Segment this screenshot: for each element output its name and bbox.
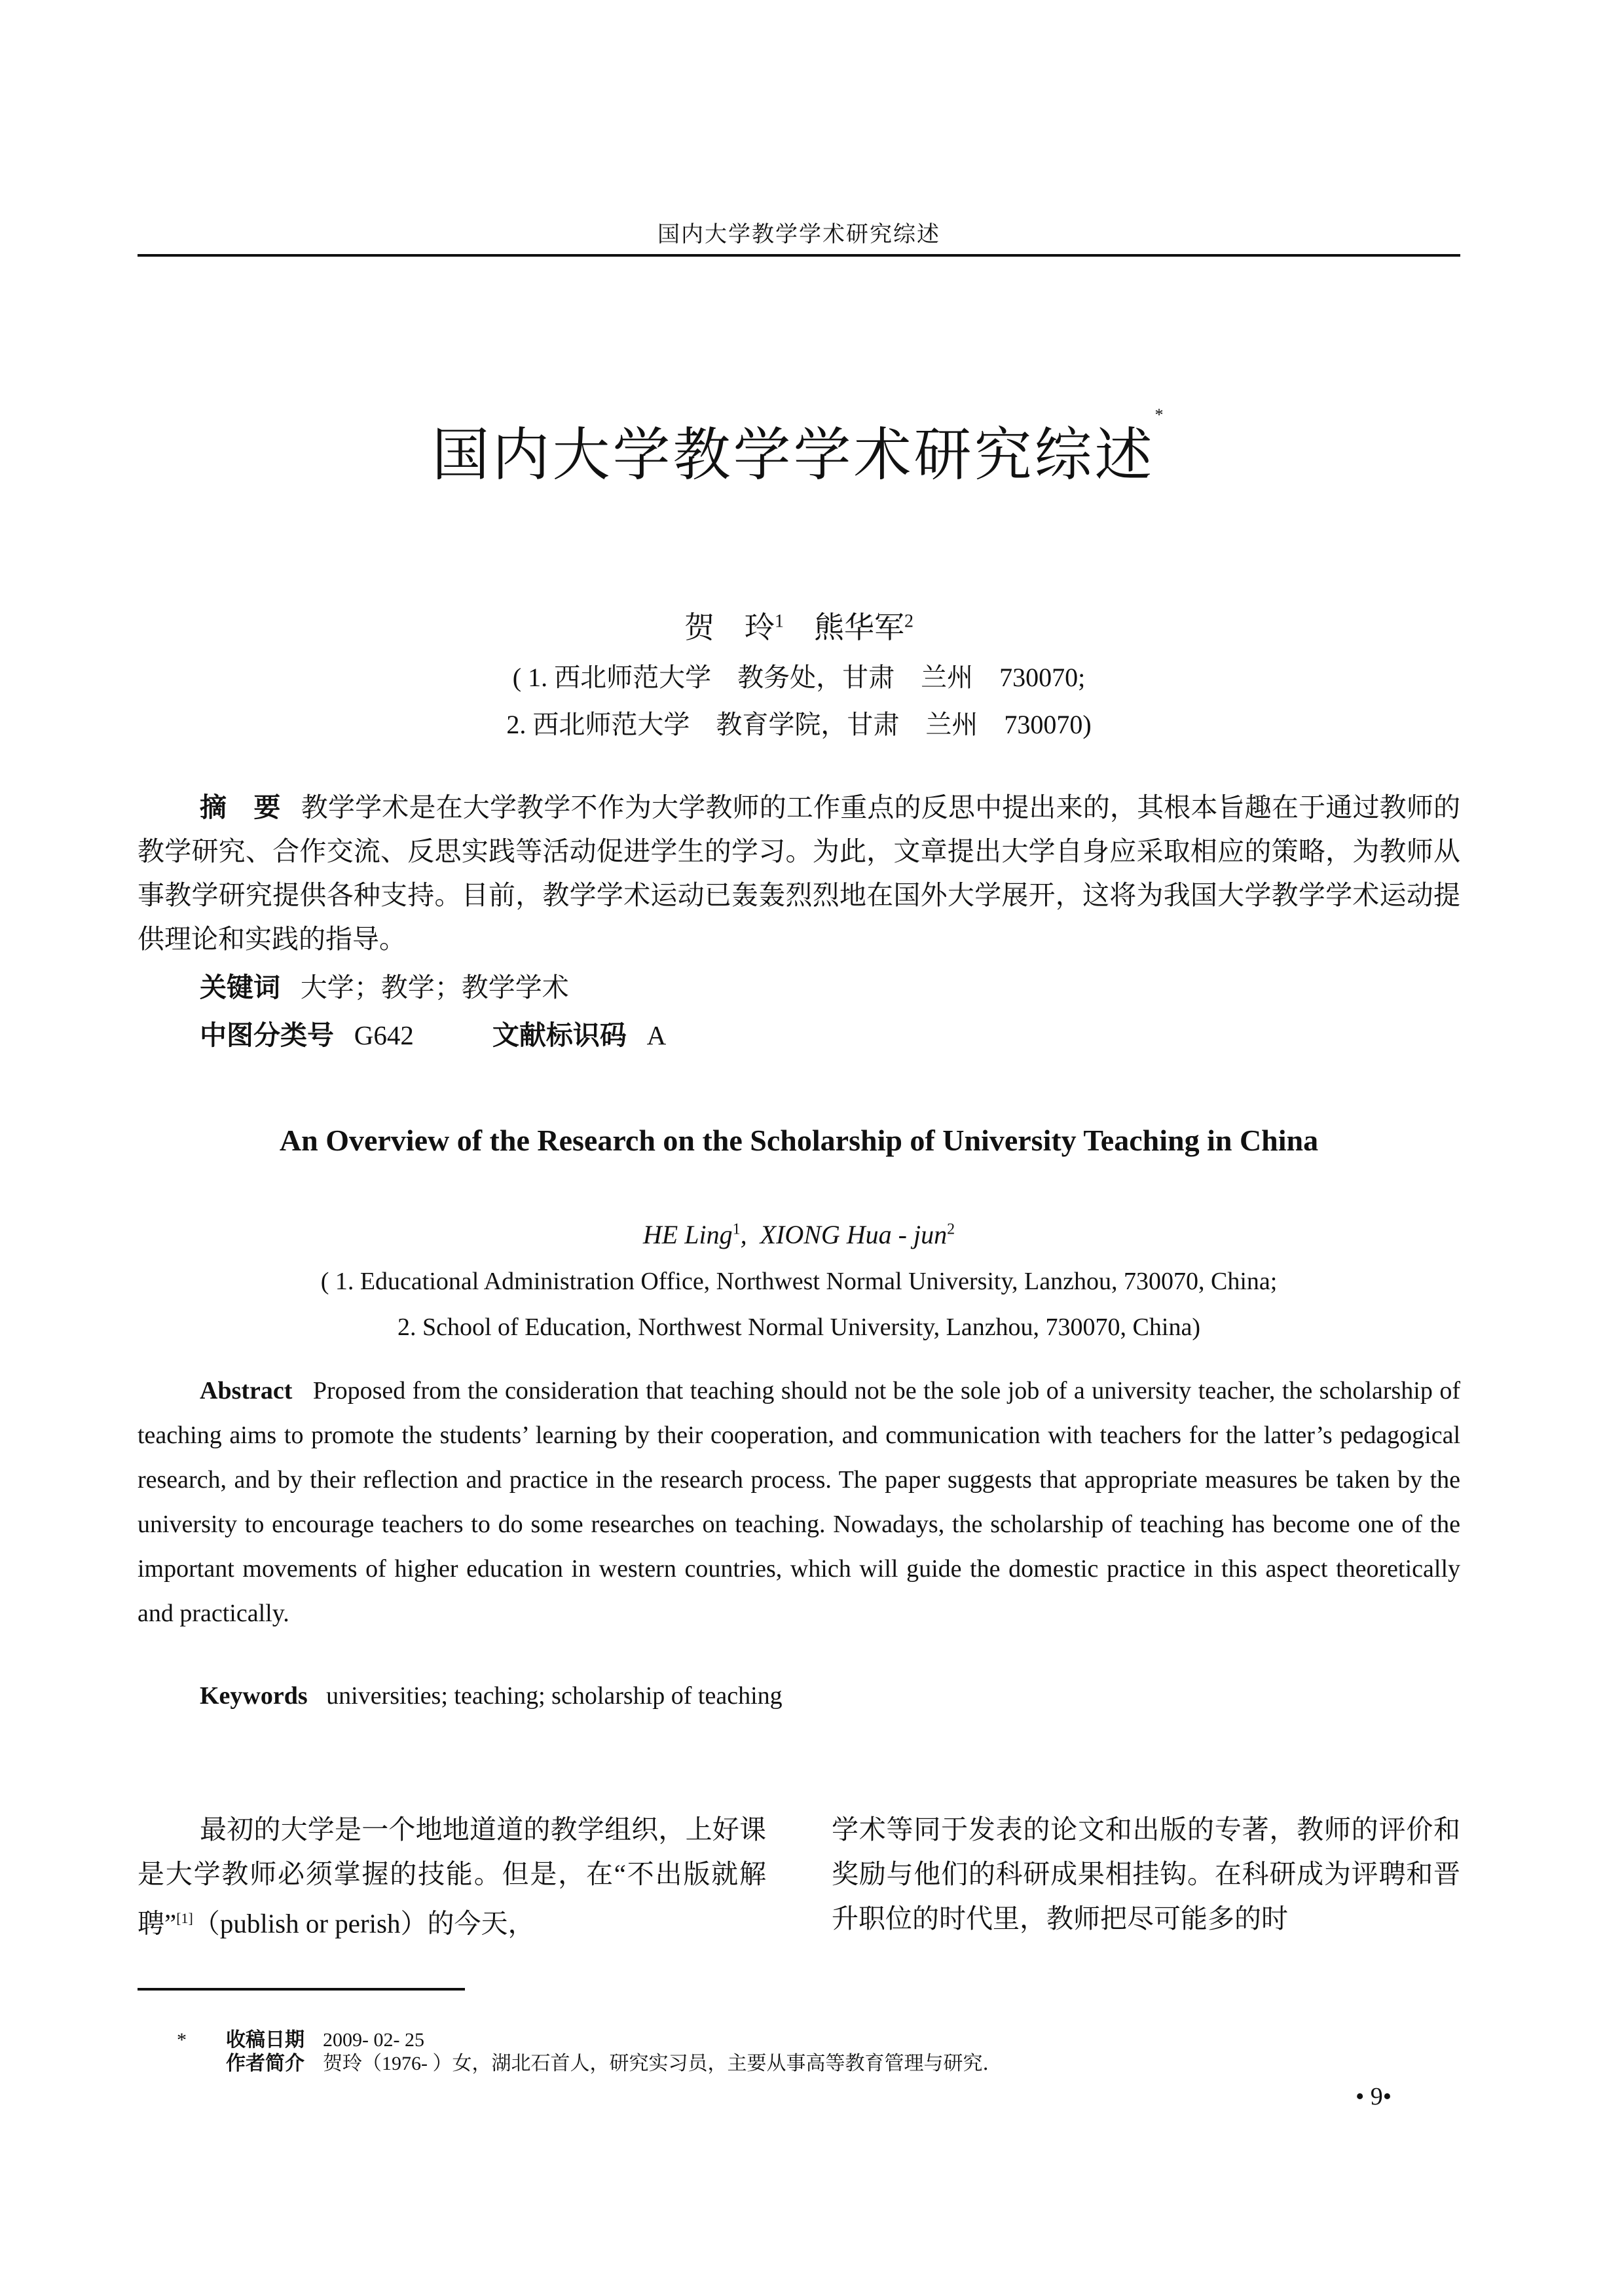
authors-en: HE Ling$^1$, XIONG Hua - jun$^2$ [642, 1220, 955, 1249]
keywords-en [200, 1681, 783, 1710]
footnote [177, 2029, 1003, 2076]
bio-label: 作者简介 [226, 2052, 304, 2075]
abstract-en-label: Abstract [200, 1377, 293, 1405]
header-rule [138, 254, 1460, 257]
body-text: 最初的大学是一个地地道道的教学组织，上好课是大学教师必须掌握的技能。但是，在“不出版就解聘” [138, 1814, 766, 1939]
abstract-cn [138, 786, 1460, 961]
bio-value: 贺玲（1976- ）女，湖北石首人，研究实习员，主要从事高等教育管理与研究． [323, 2053, 1003, 2074]
footnote-received [177, 2029, 1003, 2052]
abstract-cn-text: 教学学术是在大学教学不作为大学教师的工作重点的反思中提出来的，其根本旨趣在于通过教师的教学研究、合作交流、反思实践等活动促进学生的学习。为此，文章提出大学自身应采取相应的策略，为教师从事教学研究提供各种支持。目前，教学学术运动已轰轰烈烈地在国外大学展开，这将为我国大学教学学术运动提供理论和实践的指导。 [138, 792, 1460, 954]
author-sup: 1 [732, 1221, 741, 1238]
title-footnote-mark: * [1154, 405, 1166, 424]
keywords-en-text: universities; teaching; scholarship of teaching [326, 1682, 783, 1710]
classification-line [200, 1014, 666, 1052]
author-en: HE Ling [642, 1220, 733, 1249]
affiliation-en-1: ( 1. Educational Administration Office, Northwest Normal University, Lanzhou, 730070, China; [320, 1268, 1278, 1295]
affiliation-en-2: 2. School of Education, Northwest Normal University, Lanzhou, 730070, China) [397, 1313, 1200, 1341]
footnote-bio [177, 2052, 1003, 2076]
paper-title [138, 405, 1460, 492]
keywords-cn-text: 大学；教学；教学学术 [300, 972, 569, 1002]
keywords-cn [200, 966, 569, 1004]
title-text: 国内大学教学学术研究综述 [432, 424, 1155, 488]
page-number: • 9• [1356, 2083, 1392, 2110]
paper-title-en: An Overview of the Research on the Scholarship of University Teaching in China [279, 1124, 1319, 1157]
body-column-left [138, 1807, 766, 1946]
author-cn: 贺 玲 [684, 611, 775, 644]
keywords-en-label: Keywords [200, 1682, 308, 1710]
footnote-mark: * [177, 2029, 187, 2051]
received-value: 2009- 02- 25 [323, 2029, 424, 2051]
author-sup: 2 [904, 611, 913, 632]
abstract-en [138, 1368, 1460, 1636]
affiliation-cn-1: ( 1. 西北师范大学 教务处，甘肃 兰州 730070; [512, 663, 1086, 692]
abstract-en-text: Proposed from the consideration that teaching should not be the sole job of a university teacher, the scholarship of teaching aims to promote the students’ learning by their cooperation, and communication with teachers for the latter’s pedagogical research, and by their reflection and practice in the research process. The paper suggests that appropriate measures be taken by the university to encourage teachers to do some researches on teaching. Nowadays, the scholarship of teaching has become one of the important movements of higher education in western countries, which will guide the domestic practice in this aspect theoretically and practically. [138, 1377, 1460, 1627]
doc-code-label: 文献标识码 [492, 1019, 627, 1051]
body-text: （publish or perish）的今天， [193, 1908, 535, 1939]
clc-value: G642 [354, 1020, 414, 1050]
footnote-rule [138, 1988, 465, 1991]
body-column-right: 学术等同于发表的论文和出版的专著，教师的评价和奖励与他们的科研成果相挂钩。在科研成为评聘和晋升职位的时代里，教师把尽可能多的时 [832, 1814, 1460, 1934]
authors-cn [138, 604, 1460, 647]
running-head: 国内大学教学学术研究综述 [657, 223, 940, 247]
clc-label: 中图分类号 [200, 1019, 334, 1051]
author-sup: 2 [947, 1221, 955, 1238]
affiliation-cn-2: 2. 西北师范大学 教育学院，甘肃 兰州 730070) [506, 710, 1092, 739]
doc-code-value: A [646, 1020, 667, 1050]
citation-ref[interactable]: [1] [176, 1910, 193, 1926]
author-en: XIONG Hua - jun [760, 1220, 948, 1249]
keywords-cn-label: 关键词 [200, 972, 280, 1003]
abstract-cn-label: 摘 要 [200, 792, 281, 823]
received-label: 收稿日期 [226, 2029, 304, 2051]
author-cn: 熊华军 [814, 611, 904, 644]
author-sup: 1 [775, 611, 784, 632]
